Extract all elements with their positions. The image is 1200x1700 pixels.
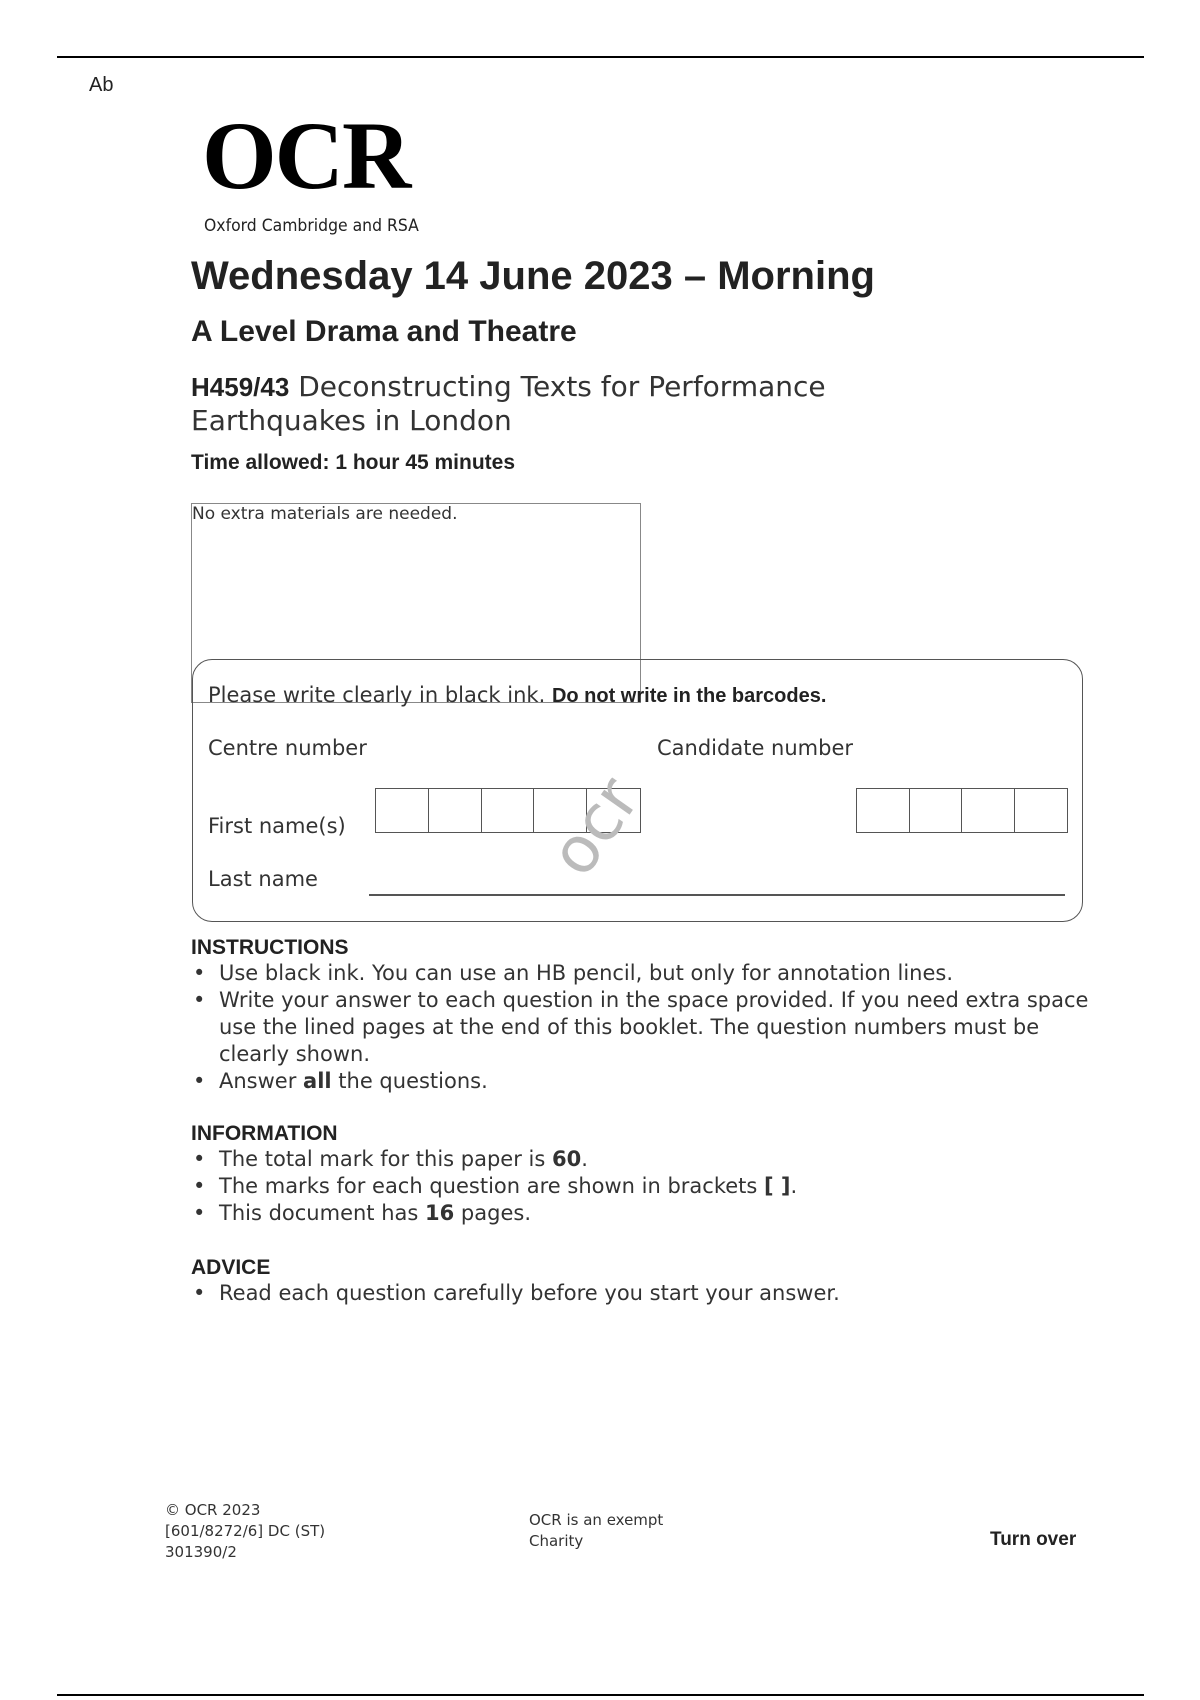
time-allowed: Time allowed: 1 hour 45 minutes xyxy=(191,451,516,474)
advice-heading: ADVICE xyxy=(191,1256,271,1279)
list-item: • Answer all the questions. xyxy=(191,1068,1091,1095)
last-name-line[interactable] xyxy=(369,894,1065,896)
ink-instruction-bold: Do not write in the barcodes. xyxy=(551,685,827,707)
footer-reference xyxy=(165,1500,325,1563)
instructions-list xyxy=(191,960,1091,1095)
list-item: • The marks for each question are shown in brackets [ ]. xyxy=(191,1173,1091,1200)
list-item: • Use black ink. You can use an HB pencil, but only for annotation lines. xyxy=(191,960,1091,987)
ink-instruction-normal: Please write clearly in black ink. xyxy=(208,683,552,707)
corner-mark: Ab xyxy=(89,74,114,96)
copyright: © OCR 2023 xyxy=(165,1501,261,1519)
candidate-number-digit[interactable] xyxy=(1015,789,1067,832)
paper-code: H459/43 xyxy=(191,372,290,402)
information-list xyxy=(191,1146,1091,1227)
last-name-label: Last name xyxy=(208,867,318,891)
candidate-number-boxes[interactable] xyxy=(856,788,1068,833)
ocr-logo: OCR xyxy=(202,102,410,209)
paper-title-line2: Earthquakes in London xyxy=(191,404,512,437)
candidate-number-digit[interactable] xyxy=(910,789,963,832)
subject-title: A Level Drama and Theatre xyxy=(191,315,577,348)
advice-list xyxy=(191,1280,1091,1307)
ink-instruction xyxy=(208,683,826,708)
centre-number-digit[interactable] xyxy=(429,789,482,832)
list-item: • This document has 16 pages. xyxy=(191,1200,1091,1227)
list-item: • Write your answer to each question in the space provided. If you need extra space use the lined pages at the end of this booklet. The question numbers must be clearly shown. xyxy=(191,987,1091,1068)
document-code: 301390/2 xyxy=(165,1543,237,1561)
list-item: • Read each question carefully before you start your answer. xyxy=(191,1280,1091,1307)
centre-number-digit[interactable] xyxy=(482,789,535,832)
top-rule xyxy=(57,56,1144,58)
list-item: • The total mark for this paper is 60. xyxy=(191,1146,1091,1173)
candidate-number-label: Candidate number xyxy=(657,736,853,760)
materials-text: No extra materials are needed. xyxy=(192,504,458,524)
candidate-number-digit[interactable] xyxy=(857,789,910,832)
information-heading: INFORMATION xyxy=(191,1122,338,1145)
logo-subtitle: Oxford Cambridge and RSA xyxy=(204,216,419,236)
paper-heading xyxy=(191,370,826,437)
ocr-watermark-stamp: ocr xyxy=(536,764,655,890)
centre-number-label: Centre number xyxy=(208,736,367,760)
paper-title-line1: Deconstructing Texts for Performance xyxy=(298,370,826,403)
spec-reference: [601/8272/6] DC (ST) xyxy=(165,1522,326,1540)
candidate-number-digit[interactable] xyxy=(962,789,1015,832)
first-name-label: First name(s) xyxy=(208,814,346,838)
centre-number-digit[interactable] xyxy=(376,789,429,832)
turn-over-label: Turn over xyxy=(990,1529,1077,1550)
instructions-heading: INSTRUCTIONS xyxy=(191,936,349,959)
exam-date-title: Wednesday 14 June 2023 – Morning xyxy=(191,254,875,298)
charity-note: OCR is an exempt Charity xyxy=(529,1511,664,1550)
bottom-rule xyxy=(57,1694,1144,1696)
